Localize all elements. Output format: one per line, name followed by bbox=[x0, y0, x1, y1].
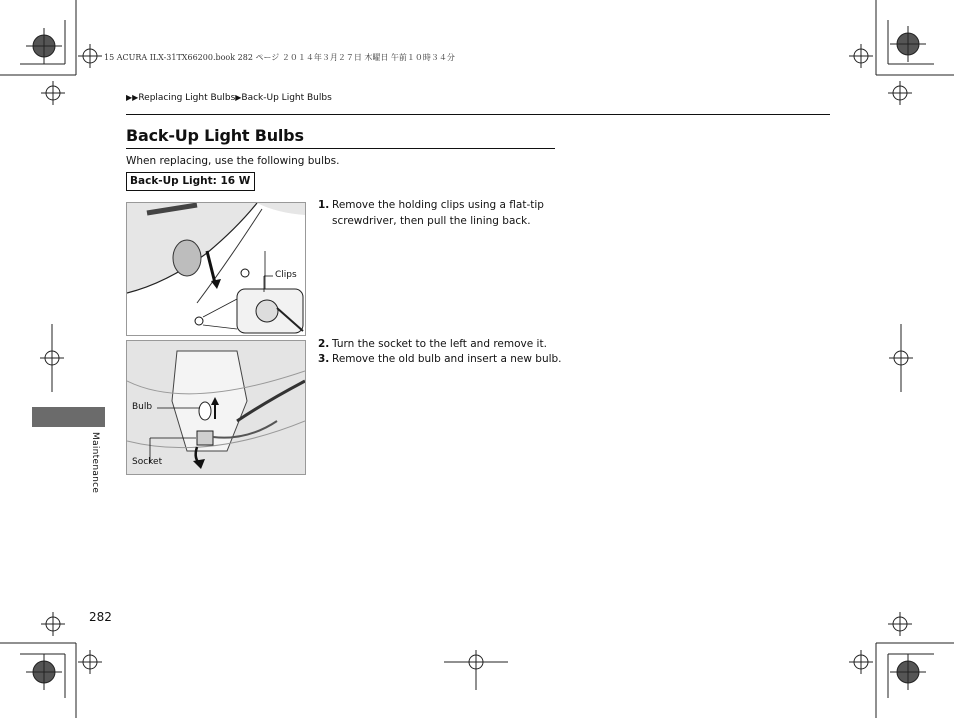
label-socket: Socket bbox=[132, 457, 163, 467]
step-2 bbox=[318, 336, 547, 352]
intro-text: When replacing, use the following bulbs. bbox=[126, 155, 340, 167]
bulb-spec-box: Back-Up Light: 16 W bbox=[126, 172, 255, 191]
breadcrumb-item-back-up-light-bulbs[interactable]: Back-Up Light Bulbs bbox=[241, 93, 332, 103]
figure-remove-clips bbox=[126, 202, 306, 336]
print-header: 15 ACURA ILX-31TX66200.book 282 ページ ２０１４年３月２７日 木曜日 午前１０時３４分 bbox=[104, 53, 455, 62]
step-1-line-2: screwdriver, then pull the lining back. bbox=[332, 215, 531, 227]
title-rule bbox=[126, 148, 555, 149]
page-title: Back-Up Light Bulbs bbox=[126, 126, 304, 145]
step-1-line-1: Remove the holding clips using a flat-tip bbox=[332, 199, 544, 211]
section-tab[interactable] bbox=[32, 407, 105, 427]
step-3-text: Remove the old bulb and insert a new bulb. bbox=[332, 353, 562, 365]
illustration-socket bbox=[127, 341, 305, 474]
breadcrumb-arrow: ▶▶ bbox=[126, 93, 139, 102]
figure-remove-socket bbox=[126, 340, 306, 475]
step-1-number: 1. bbox=[318, 199, 330, 211]
label-clips: Clips bbox=[275, 270, 297, 280]
breadcrumb-separator: ▶ bbox=[235, 93, 242, 102]
page-number: 282 bbox=[89, 610, 112, 624]
step-2-text: Turn the socket to the left and remove it. bbox=[332, 338, 547, 350]
label-bulb: Bulb bbox=[132, 402, 153, 412]
breadcrumb-item-replacing-light-bulbs[interactable]: Replacing Light Bulbs bbox=[138, 93, 236, 103]
top-rule bbox=[126, 114, 830, 115]
step-3 bbox=[318, 351, 562, 367]
breadcrumb bbox=[126, 93, 332, 103]
step-3-number: 3. bbox=[318, 353, 330, 365]
illustration-trunk-lining bbox=[127, 203, 305, 335]
section-label-maintenance: Maintenance bbox=[90, 432, 100, 494]
step-2-number: 2. bbox=[318, 338, 330, 350]
step-1 bbox=[318, 197, 558, 229]
